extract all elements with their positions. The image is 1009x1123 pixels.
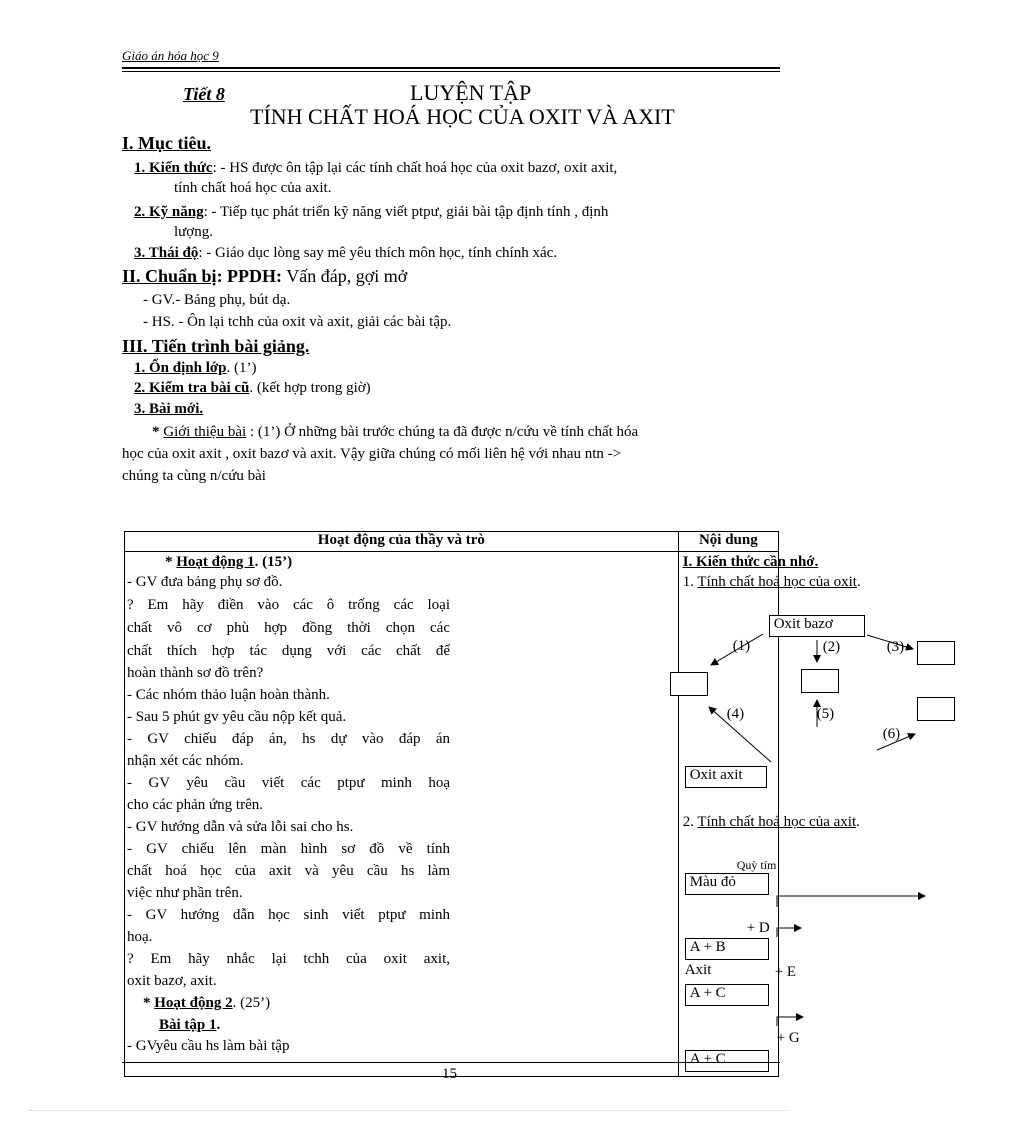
- table-body-row: [125, 552, 779, 1077]
- intro-star: *: [152, 424, 164, 440]
- col-content-header: Nội dung: [678, 532, 778, 552]
- empty-box-1: [670, 672, 708, 696]
- objective-skill: [134, 204, 608, 221]
- step2-tail: . (kết hợp trong giờ): [249, 380, 371, 396]
- left-line-18: ? Em hãy nhắc lại tchh của oxit axit,: [127, 951, 450, 967]
- left-line-8: - GV chiếu đáp án, hs dự vào đáp án: [127, 731, 450, 747]
- section2-heading: [122, 266, 407, 287]
- activity1-time: . (15’): [254, 554, 293, 570]
- left-line-11: cho các phản ứng trên.: [127, 797, 263, 813]
- objective-knowledge-cont: tính chất hoá học của axit.: [174, 180, 332, 196]
- step-review: [134, 380, 371, 397]
- section2-ppdh: : PPDH:: [216, 266, 283, 286]
- objective-skill-cont: lượng.: [174, 224, 213, 240]
- label-plus-e: + E: [774, 964, 797, 980]
- step-class-order: [134, 360, 257, 377]
- exercise1-heading: [159, 1017, 482, 1034]
- left-line-19: oxit bazơ, axit.: [127, 973, 217, 989]
- table-header-row: [125, 532, 779, 552]
- label-plus-g: + G: [776, 1030, 800, 1046]
- label-5: (5): [816, 706, 835, 722]
- arrow-to-g: [777, 1017, 803, 1026]
- activity1-label: Hoạt động 1: [176, 554, 255, 570]
- intro-line2: học của oxit axit , oxit bazơ và axit. Vậy giữa chúng có mối liên hệ với nhau ntn ->: [122, 446, 622, 462]
- objective-knowledge-text: : - HS được ôn tập lại các tính chất hoá học của oxit bazơ, oxit axit,: [212, 160, 618, 176]
- prep-student: - HS. - Ôn lại tchh của oxit và axit, giải các bài tập.: [143, 314, 452, 330]
- header-subject: Giáo án hóa học 9: [122, 48, 219, 63]
- activity1-star: *: [165, 554, 177, 570]
- label-4: (4): [726, 706, 745, 722]
- objective-attitude-label: 3. Thái độ: [134, 245, 199, 261]
- exercise1-dot: .: [216, 1017, 221, 1033]
- objective-attitude-text: : - Giáo dục lòng say mê yêu thích môn học, tính chính xác.: [198, 245, 558, 261]
- section1-heading: I. Mục tiêu.: [122, 133, 211, 153]
- activity-table: [124, 531, 905, 1077]
- acid-props-num: 2.: [682, 814, 698, 830]
- left-line-15: việc như phần trên.: [127, 885, 243, 901]
- oxide-props-dot: .: [856, 574, 861, 590]
- arrow-to-d: [777, 896, 925, 907]
- oxide-props-label: Tính chất hoá học của oxit: [697, 574, 857, 590]
- page-bottom-dotted: [28, 1110, 788, 1111]
- page-number: 15: [442, 1066, 457, 1082]
- left-line-14: chất hoá học của axit và yêu cầu hs làm: [127, 863, 450, 879]
- objective-knowledge-label: 1. Kiến thức: [134, 160, 213, 176]
- box-a-plus-c-2: A + C: [685, 1050, 769, 1072]
- col-activities-header: Hoạt động của thầy và trò: [125, 532, 679, 552]
- objective-skill-label: 2. Kỹ năng: [134, 204, 204, 220]
- intro-text1: : (1’) Ở những bài trước chúng ta đã được n/cứu về tính chất hóa: [246, 424, 639, 440]
- label-acid: Axit: [684, 962, 712, 978]
- arrow-from-ab: [777, 928, 801, 937]
- label-6: (6): [882, 726, 901, 742]
- left-line-6: - Các nhóm thảo luận hoàn thành.: [127, 687, 330, 703]
- label-2: (2): [822, 639, 841, 655]
- header-rule-thick: [122, 67, 780, 69]
- activity2-label: Hoạt động 2: [154, 995, 233, 1011]
- label-plus-d: + D: [746, 920, 770, 936]
- activity2-time: . (25’): [232, 995, 271, 1011]
- intro-line1: [152, 424, 638, 441]
- label-1: (1): [732, 638, 751, 654]
- box-oxit-axit: Oxit axit: [685, 766, 767, 788]
- empty-box-3: [917, 641, 955, 665]
- section2-ppdh-text: Vấn đáp, gợi mở: [282, 266, 408, 286]
- prep-teacher: - GV.- Bảng phụ, bút dạ.: [143, 292, 291, 308]
- left-line-3: chất vô cơ phù hợp đồng thời chọn các: [127, 620, 450, 636]
- title-line2: TÍNH CHẤT HOÁ HỌC CỦA OXIT VÀ AXIT: [250, 104, 675, 129]
- step1-tail: . (1’): [226, 360, 257, 376]
- oxide-props-num: 1.: [682, 574, 698, 590]
- activities-cell: [125, 552, 679, 1077]
- box-a-plus-b: A + B: [685, 938, 769, 960]
- content-cell: [678, 552, 905, 1077]
- box-red-color: Màu đỏ: [685, 873, 769, 895]
- empty-box-6: [917, 697, 955, 721]
- left-line-17: hoạ.: [127, 929, 153, 945]
- left-line-10: - GV yêu cầu viết các ptpư minh hoạ: [127, 775, 450, 791]
- label-litmus: Quỳ tím: [736, 858, 777, 872]
- objective-knowledge: [134, 160, 617, 177]
- header-rule-thin: [122, 71, 780, 72]
- left-line-16: - GV hướng dẫn học sinh viết ptpư minh: [127, 907, 450, 923]
- left-line-20: - GVyêu cầu hs làm bài tập: [127, 1038, 290, 1054]
- exercise1-label: Bài tập 1: [159, 1017, 217, 1033]
- section2-title: II. Chuẩn bị: [122, 266, 217, 286]
- knowledge-heading: I. Kiến thức cần nhớ.: [682, 554, 819, 570]
- objective-skill-text: : - Tiếp tục phát triển kỹ năng viết ptpư, giải bài tập định tính , định: [203, 204, 609, 220]
- title-line1: LUYỆN TẬP: [410, 80, 532, 105]
- left-line-9: nhận xét các nhóm.: [127, 753, 244, 769]
- left-line-13: - GV chiếu lên màn hình sơ đồ về tính: [127, 841, 450, 857]
- step-new-lesson: 3. Bài mới.: [134, 401, 204, 417]
- left-line-5: hoàn thành sơ đồ trên?: [127, 665, 264, 681]
- step1-label: 1. Ổn định lớp: [134, 360, 227, 376]
- empty-box-2: [801, 669, 839, 693]
- box-oxit-bazo: Oxit bazơ: [769, 615, 865, 637]
- section3-heading: III. Tiến trình bài giảng.: [122, 336, 310, 356]
- acid-props-dot: .: [856, 814, 860, 830]
- left-line-4: chất thích hợp tác dụng với các chất để: [127, 643, 450, 659]
- acid-props-heading: [683, 814, 860, 831]
- intro-label: Giới thiệu bài: [163, 424, 247, 440]
- objective-attitude: [134, 245, 557, 262]
- step2-label: 2. Kiểm tra bài cũ: [134, 380, 250, 396]
- footer-rule: [122, 1062, 780, 1063]
- left-line-1: - GV đưa bảng phụ sơ đồ.: [127, 574, 283, 590]
- left-line-7: - Sau 5 phút gv yêu cầu nộp kết quả.: [127, 709, 347, 725]
- activity2-heading: [143, 995, 466, 1012]
- box-a-plus-c-1: A + C: [685, 984, 769, 1006]
- intro-line3: chúng ta cùng n/cứu bài: [122, 468, 266, 484]
- activity1-heading: [165, 554, 488, 571]
- label-3: (3): [886, 639, 905, 655]
- lesson-number: Tiết 8: [183, 84, 225, 104]
- left-line-12: - GV hướng dẫn và sửa lỗi sai cho hs.: [127, 819, 354, 835]
- activity2-star: *: [143, 995, 155, 1011]
- left-line-2: ? Em hãy điền vào các ô trống các loại: [127, 597, 450, 613]
- acid-props-label: Tính chất hoá học của axit: [697, 814, 857, 830]
